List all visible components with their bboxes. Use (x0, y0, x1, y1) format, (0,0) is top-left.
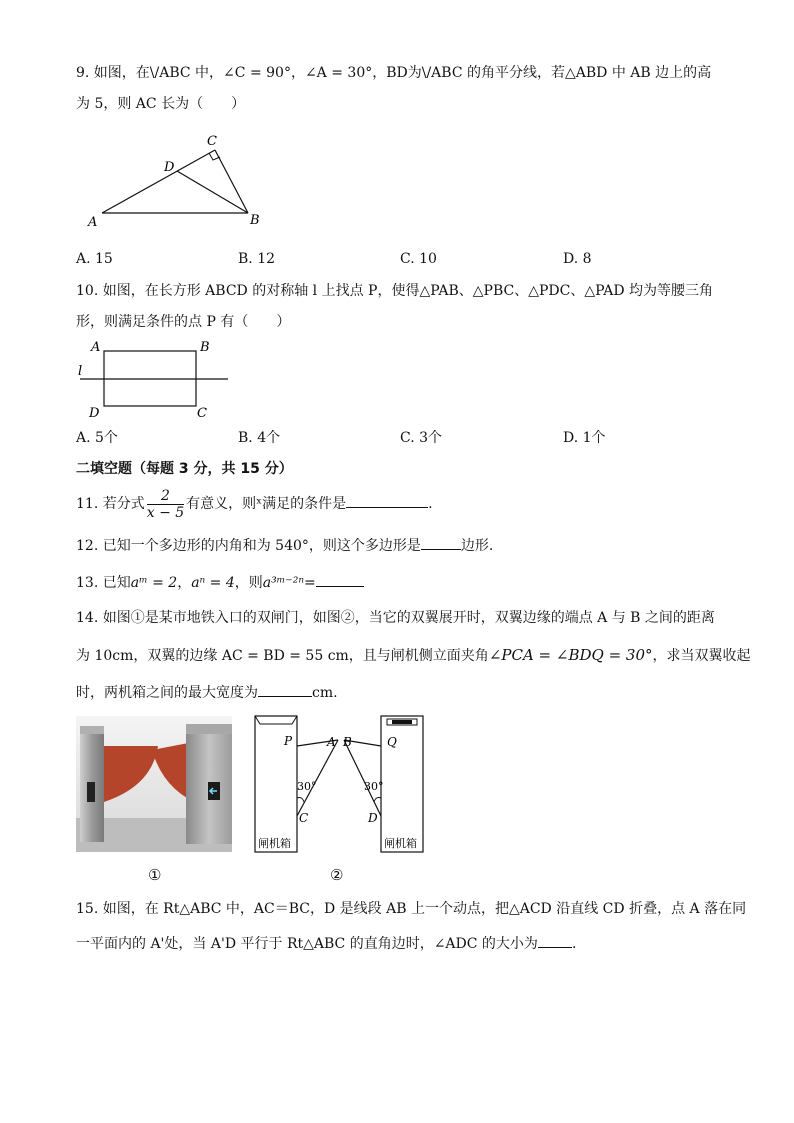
q13-prefix: 13. 已知 (76, 575, 131, 591)
fig2-label-C: C (299, 811, 309, 825)
q11-end: . (428, 496, 433, 512)
q9-triangle-figure (80, 130, 270, 230)
q12-line (76, 535, 493, 555)
q11-numerator: 2 (147, 488, 184, 505)
q14-stem-line1: 14. 如图①是某市地铁入口的双闸门，如图②，当它的双翼展开时，双翼边缘的端点 A 与 B 之间的距离 (76, 610, 715, 626)
q9-label-C: C (207, 134, 217, 149)
q15-stem-line1: 15. 如图，在 Rt△ABC 中，AC＝BC，D 是线段 AB 上一个动点，把△ACD 沿直线 CD 折叠，点 A 落在同 (76, 901, 747, 917)
q10-option-a: A. 5个 (76, 430, 118, 446)
q9-label-D: D (164, 160, 175, 175)
q9-stem-line1: 9. 如图，在\/ABC 中，∠C = 90°，∠A = 30°，BD为\/ABC 的角平分线，若△ABD 中 AB 边上的高 (76, 65, 712, 81)
q13-expr3: a³ᵐ⁻²ⁿ (262, 575, 304, 591)
q9-label-B: B (250, 213, 260, 228)
q9-label-A: A (88, 215, 98, 230)
q13-sep: ， (177, 575, 192, 591)
q14-line3-part2: cm. (312, 685, 338, 701)
q12-suffix: 边形. (460, 538, 494, 554)
q11-suffix: 有意义，则ˣ满足的条件是 (186, 496, 347, 512)
q14-gate-photo (76, 716, 232, 852)
q10-label-A: A (91, 340, 101, 355)
fig2-label-P: P (284, 734, 293, 748)
q10-label-C: C (197, 406, 207, 421)
q15-stem-line2 (76, 933, 576, 953)
q14-line2-part3: ，求当双翼收起 (652, 648, 751, 664)
q15-line2-part1: 一平面内的 A'处，当 A'D 平行于 Rt△ABC 的直角边时，∠ADC 的大小为 (76, 936, 538, 952)
q9-stem-line2: 为 5，则 AC 长为（ ） (76, 96, 246, 112)
q14-stem-line2 (76, 646, 751, 665)
q10-option-d: D. 1个 (563, 430, 606, 446)
fig2-label-Q: Q (387, 735, 397, 749)
q13-answer-blank (316, 572, 364, 587)
q12-answer-blank (421, 535, 461, 550)
q15-line2-end: . (571, 936, 577, 952)
q15-answer-blank (538, 933, 572, 948)
section-heading: 二填空题（每题 3 分，共 15 分） (76, 461, 293, 477)
q13-line (76, 572, 364, 592)
q13-expr1: aᵐ = 2 (130, 575, 178, 591)
q10-label-l: l (78, 364, 83, 379)
q12-prefix: 12. 已知一个多边形的内角和为 540°，则这个多边形是 (76, 538, 421, 554)
q14-caption-1: ① (148, 866, 162, 884)
fig2-box-right-label: 闸机箱 (384, 837, 417, 850)
fig2-angle-left: 30° (297, 780, 317, 793)
q13-expr2: aⁿ = 4 (191, 575, 235, 591)
fig2-box-left-label: 闸机箱 (258, 837, 291, 850)
q10-option-c: C. 3个 (400, 430, 443, 446)
q10-stem-line2: 形，则满足条件的点 P 有（ ） (76, 314, 291, 330)
q11-prefix: 11. 若分式 (76, 496, 145, 512)
q14-line2-part1: 为 10cm，双翼的边缘 AC = BD = 55 cm，且与闸机侧立面夹角 (76, 648, 489, 664)
fig2-angle-right: 30° (364, 780, 384, 793)
q14-line3-part1: 时，两机箱之间的最大宽度为 (76, 685, 258, 701)
fig2-label-B: B (343, 735, 352, 749)
q11-fraction (147, 488, 184, 521)
q14-stem-line3 (76, 682, 338, 702)
q14-caption-2: ② (330, 866, 344, 884)
q10-label-D: D (89, 406, 100, 421)
q11-answer-blank (346, 493, 428, 508)
q10-label-B: B (200, 340, 210, 355)
q9-option-b: B. 12 (238, 251, 276, 267)
q14-schematic-figure (250, 712, 430, 856)
q11-denominator: x − 5 (146, 504, 185, 521)
fig2-label-D: D (368, 811, 378, 825)
q13-mid: ，则 (234, 575, 263, 591)
q10-stem-line1: 10. 如图，在长方形 ABCD 的对称轴 l 上找点 P，使得△PAB、△PBC、△PDC、△PAD 均为等腰三角 (76, 283, 714, 299)
fig2-label-A: A (327, 735, 336, 749)
q13-equals: = (304, 575, 316, 591)
q14-answer-blank (258, 682, 312, 697)
q10-rectangle-figure (76, 338, 236, 422)
q14-angle-expression: ∠PCA = ∠BDQ = 30° (488, 646, 653, 664)
q11-line (76, 486, 433, 522)
q9-option-d: D. 8 (563, 251, 592, 267)
q9-option-c: C. 10 (400, 251, 437, 267)
q9-option-a: A. 15 (76, 251, 113, 267)
q10-option-b: B. 4个 (238, 430, 281, 446)
